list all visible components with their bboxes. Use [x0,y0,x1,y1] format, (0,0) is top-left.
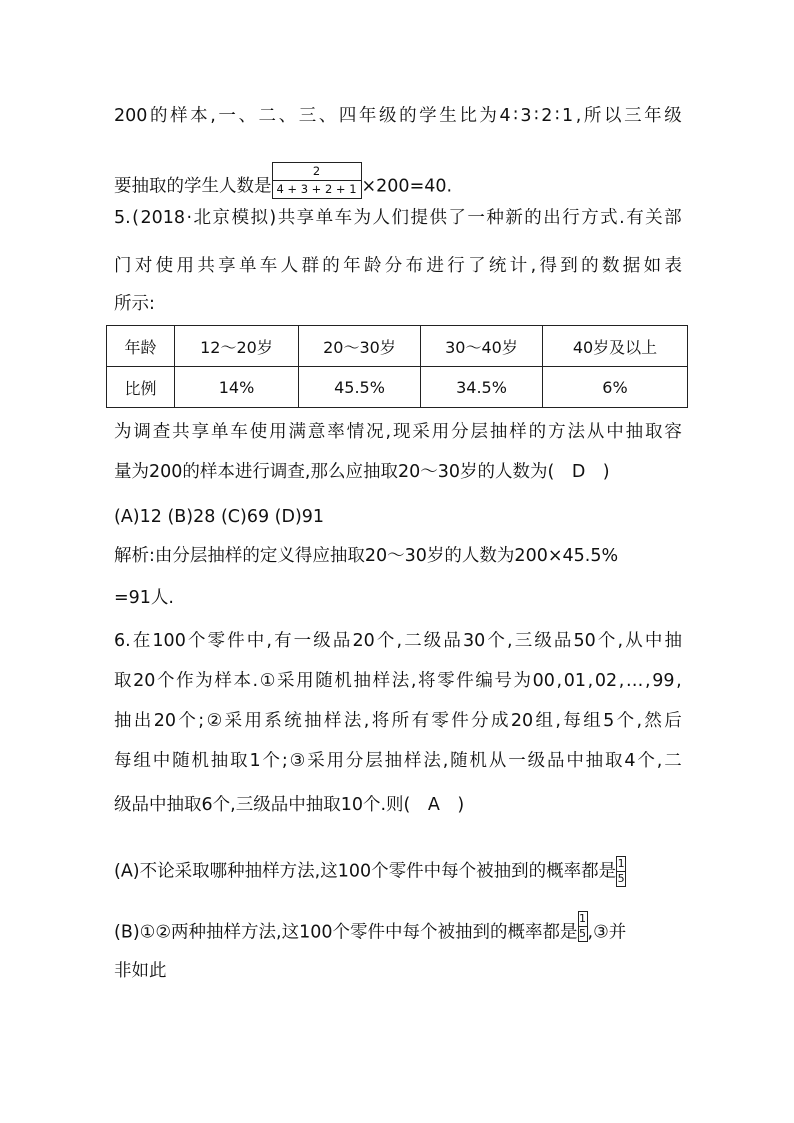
glyph: 系 [264,711,282,731]
text-line-1 [114,105,682,127]
glyph: 品 [443,631,461,651]
glyph: ③ [289,751,306,771]
glyph: , [587,671,594,691]
glyph: 二 [258,106,277,126]
glyph: 样 [509,422,527,442]
glyph: 为 [479,106,497,126]
glyph: , [676,671,682,691]
glyph: 单 [315,208,334,228]
glyph: 行 [562,208,580,228]
glyph: 品 [553,631,572,651]
glyph: 抽 [664,631,682,651]
glyph: 中 [152,751,171,771]
glyph: . [619,208,625,228]
glyph: 随 [315,671,333,691]
glyph: , [530,256,537,276]
glyph: , [385,422,392,442]
glyph: 法 [343,711,362,731]
line-16-text: (A)不论采取哪种抽样方法,这100个零件中每个被抽到的概率都是 [114,861,617,882]
glyph: 本 [233,671,251,691]
glyph: 、 [238,106,256,126]
glyph: 使 [155,256,174,276]
glyph: ② [206,711,223,731]
glyph: 1 [562,106,574,126]
glyph: … [625,671,644,691]
glyph: 京 [212,208,230,228]
glyph: 2018 [140,208,186,228]
glyph: 的 [528,422,547,442]
glyph: 的 [581,256,599,276]
glyph: 3 [520,106,532,126]
glyph: 取 [230,751,248,771]
glyph: 样 [372,671,391,691]
glyph: 6. [114,631,131,651]
glyph: 一 [467,208,485,228]
glyph: 样 [170,106,188,126]
glyph: 三 [514,631,533,651]
text-line-18: 非如此 [114,961,167,981]
glyph: 新 [505,208,523,228]
glyph: 用 [269,422,287,442]
glyph: 抽 [353,671,371,691]
glyph: 零 [431,711,449,731]
glyph: 了 [448,208,466,228]
glyph: 件 [451,711,469,731]
glyph: 门 [114,256,132,276]
glyph: 中 [566,751,584,771]
glyph: 一 [508,751,526,771]
glyph: ① [259,671,276,691]
glyph: 20 [133,671,156,691]
glyph: 采 [277,671,295,691]
age-distribution-table [106,325,688,408]
glyph: 抽 [304,711,322,731]
glyph: 的 [322,256,340,276]
glyph: 组 [583,711,601,731]
glyph: 个 [597,631,616,651]
glyph: 意 [307,422,326,442]
glyph: 三 [624,106,642,126]
glyph: 99 [652,671,675,691]
glyph: 用 [176,256,194,276]
glyph: 随 [450,751,468,771]
glyph: , [617,631,624,651]
glyph: 为 [195,671,213,691]
glyph: 取 [645,422,663,442]
glyph: , [555,711,561,731]
glyph: 在 [132,631,151,651]
glyph: 年 [343,256,361,276]
text-line-13 [114,710,682,732]
glyph: 拟 [250,208,268,228]
glyph: , [618,671,625,691]
glyph: 一 [218,106,236,126]
glyph: ( [132,208,139,228]
glyph: 个 [616,711,635,731]
glyph: 每 [563,711,581,731]
table-cell: 30～40岁 [421,326,543,367]
glyph: 用 [326,751,345,771]
glyph: 采 [307,751,325,771]
glyph: 中 [644,631,663,651]
glyph: 分 [345,751,364,771]
glyph: 分 [471,711,489,731]
glyph: 所 [391,711,410,731]
glyph: 提 [410,208,428,228]
text-line-16 [114,856,626,887]
line-17-tail: ,③并 [587,922,627,943]
glyph: 级 [664,106,682,126]
glyph: 法 [391,671,410,691]
glyph: 个 [487,631,505,651]
glyph: 使 [249,422,268,442]
glyph: 二 [664,751,682,771]
glyph: 们 [391,208,410,228]
glyph: , [266,631,272,651]
glyph: 分 [384,256,403,276]
glyph: 的 [149,106,168,126]
glyph: , [442,751,449,771]
glyph: 中 [246,631,265,651]
glyph: 组 [133,751,151,771]
glyph: 单 [238,256,257,276]
glyph: 100 [152,631,186,651]
glyph: 用 [296,671,314,691]
glyph: 00 [532,671,555,691]
glyph: 后 [664,711,682,731]
table-header-row [107,326,688,367]
glyph: 满 [288,422,307,442]
glyph: 年 [358,106,377,126]
glyph: 比 [459,106,477,126]
glyph: 每 [114,751,132,771]
glyph: 三 [298,106,317,126]
glyph: 零 [437,671,455,691]
glyph: 所 [583,106,602,126]
glyph: 、 [278,106,297,126]
table-cell: 6% [543,367,688,408]
glyph: 统 [284,711,302,731]
glyph: 20 [352,631,375,651]
glyph: , [396,631,403,651]
glyph: , [363,711,370,731]
glyph: 分 [451,422,469,442]
glyph: 然 [644,711,662,731]
glyph: 四 [338,106,357,126]
line-2-text: 要抽取的学生人数是 [114,176,272,197]
glyph: 级 [527,751,546,771]
text-line-15: 级品中抽取6个,三级品中抽取10个.则( A ) [114,795,465,815]
text-line-17 [114,912,627,948]
glyph: , [556,671,563,691]
glyph: 式 [600,208,618,228]
glyph: 供 [429,208,447,228]
glyph: 将 [418,671,436,691]
glyph: 人 [280,256,299,276]
glyph: 个 [637,751,655,771]
glyph: 01 [563,671,587,691]
glyph: 样 [214,671,232,691]
glyph: 对 [134,256,153,276]
glyph: 了 [468,256,486,276]
glyph: 单 [210,422,229,442]
glyph: 用 [244,711,263,731]
glyph: 20 [510,711,534,731]
glyph: 群 [301,256,319,276]
glyph: ; [281,751,288,771]
glyph: 样 [324,711,342,731]
glyph: 从 [586,422,605,442]
fraction-numerator: 1 [579,912,587,925]
glyph: 5. [114,208,131,228]
glyph: 品 [332,631,351,651]
glyph: 02 [594,671,618,691]
fraction-numerator: 1 [617,857,625,870]
glyph: 编 [475,671,493,691]
glyph: 法 [423,751,441,771]
glyph: 个 [178,711,196,731]
fraction-numerator: 2 [273,163,361,181]
glyph: 容 [664,422,682,442]
glyph: 二 [404,631,422,651]
fraction-one-fifth [578,911,588,942]
glyph: 北 [193,208,212,228]
glyph: , [575,106,582,126]
glyph: · [186,208,193,228]
glyph: 4 [499,106,511,126]
glyph: 层 [365,751,383,771]
glyph: 机 [334,671,352,691]
glyph: 据 [622,256,641,276]
text-line-5: 所示: [114,294,155,314]
glyph: 车 [334,208,353,228]
glyph: 中 [606,422,624,442]
line-17-text: (B)①②两种抽样方法,这100个零件中每个被抽到的概率都是 [114,922,578,943]
glyph: 查 [152,422,171,442]
table-row [107,367,688,408]
glyph: 有 [626,208,644,228]
glyph: 享 [296,208,315,228]
glyph: 品 [546,751,565,771]
glyph: 的 [524,208,542,228]
table-cell: 年龄 [107,326,175,367]
glyph: 一 [293,631,312,651]
glyph: 个 [262,751,281,771]
glyph: 方 [548,422,566,442]
glyph: 法 [567,422,585,442]
line-2-tail: ×200=40. [361,176,453,197]
glyph: , [410,671,417,691]
glyph: 200 [114,106,148,126]
glyph: , [636,711,643,731]
text-line-9: 解析:由分层抽样的定义得应抽取20～30岁的人数为200×45.5% [114,546,619,566]
text-line-8: (A)12 (B)28 (C)69 (D)91 [114,507,325,527]
glyph: 为 [513,671,532,691]
glyph: 车 [230,422,248,442]
glyph: 机 [469,751,488,771]
glyph: 抽 [625,422,644,442]
glyph: 种 [486,208,504,228]
glyph: 进 [426,256,444,276]
text-line-12 [114,670,682,692]
glyph: 年 [644,106,662,126]
glyph: 样 [404,751,422,771]
glyph: , [645,671,651,691]
glyph: 将 [371,711,390,731]
glyph: 作 [176,671,194,691]
text-line-10: =91人. [114,588,174,608]
glyph: 模 [231,208,249,228]
table-cell: 20～30岁 [299,326,421,367]
glyph: 共 [277,208,296,228]
fraction-one-fifth [616,856,626,887]
glyph: 抽 [585,751,604,771]
fraction-denominator: 4 + 3 + 2 + 1 [276,182,357,196]
glyph: 享 [218,256,236,276]
glyph: 况 [366,422,384,442]
glyph: 现 [392,422,411,442]
text-line-7: 量为200的样本进行调查,那么应抽取20～30岁的人数为( D ) [114,462,610,482]
glyph: 抽 [384,751,403,771]
glyph: , [656,751,663,771]
glyph: 关 [645,208,663,228]
glyph: 数 [601,256,620,276]
glyph: 5 [603,711,615,731]
glyph: 从 [625,631,643,651]
glyph: 调 [133,422,151,442]
glyph: 成 [490,711,509,731]
glyph: 的 [399,106,417,126]
glyph: 组 [535,711,553,731]
glyph: 表 [664,256,682,276]
table-cell: 12～20岁 [175,326,299,367]
glyph: , [507,631,513,651]
glyph: 部 [664,208,682,228]
glyph: 从 [488,751,507,771]
text-line-14 [114,750,682,772]
glyph: 30 [463,631,486,651]
glyph: 4 [624,751,636,771]
glyph: 零 [207,631,226,651]
table-cell: 14% [175,367,299,408]
glyph: 车 [259,256,278,276]
table-cell: 40岁及以上 [543,326,688,367]
glyph: 有 [411,711,429,731]
glyph: , [210,106,216,126]
table-cell: 比例 [107,367,175,408]
table-cell: 34.5% [421,367,543,408]
glyph: 龄 [363,256,382,276]
glyph: 抽 [489,422,508,442]
glyph: 个 [187,631,206,651]
glyph: 为 [353,208,372,228]
glyph: 出 [133,711,152,731]
glyph: 学 [419,106,437,126]
glyph: 个 [157,671,175,691]
glyph: 统 [488,256,507,276]
text-line-11 [114,630,682,652]
table-cell: 45.5% [299,367,421,408]
glyph: 到 [560,256,578,276]
glyph: 、 [318,106,337,126]
glyph: 抽 [114,711,132,731]
glyph: 情 [346,422,365,442]
glyph: ∶ [534,106,539,126]
glyph: ∶ [513,106,518,126]
glyph: 级 [379,106,397,126]
glyph: 得 [539,256,557,276]
glyph: 随 [172,751,190,771]
text-line-4 [114,255,682,277]
glyph: 50 [573,631,596,651]
glyph: 1 [249,751,261,771]
glyph: 机 [191,751,209,771]
glyph: 方 [581,208,599,228]
glyph: 取 [114,671,132,691]
fraction [272,162,362,199]
glyph: 级 [313,631,331,651]
glyph: 件 [456,671,474,691]
glyph: 计 [509,256,528,276]
glyph: 生 [439,106,457,126]
glyph: 号 [494,671,512,691]
glyph: 采 [412,422,430,442]
glyph: 布 [405,256,424,276]
glyph: 如 [643,256,662,276]
glyph: 以 [604,106,622,126]
glyph: ; [198,711,205,731]
glyph: ) [269,208,277,228]
glyph: 出 [543,208,561,228]
fraction-denominator: 5 [579,927,587,940]
text-line-2 [114,164,453,205]
glyph: 个 [376,631,395,651]
glyph: 20 [153,711,177,731]
glyph: 人 [372,208,391,228]
glyph: 取 [605,751,623,771]
glyph: . [252,671,259,691]
glyph: 本 [190,106,208,126]
glyph: 率 [327,422,345,442]
glyph: 2 [541,106,553,126]
glyph: 共 [197,256,215,276]
glyph: 采 [224,711,243,731]
glyph: 用 [431,422,450,442]
glyph: 级 [423,631,442,651]
glyph: 为 [114,422,132,442]
glyph: 件 [227,631,245,651]
glyph: 层 [470,422,488,442]
fraction-denominator: 5 [617,872,625,885]
glyph: 级 [534,631,552,651]
glyph: 享 [191,422,210,442]
glyph: ∶ [554,106,560,126]
text-line-3 [114,207,682,229]
text-line-6 [114,421,682,443]
glyph: 有 [274,631,292,651]
glyph: 抽 [210,751,229,771]
glyph: 行 [447,256,465,276]
glyph: 共 [172,422,190,442]
